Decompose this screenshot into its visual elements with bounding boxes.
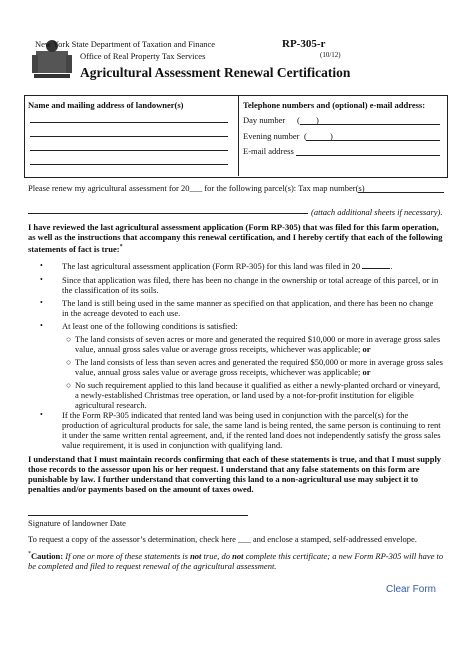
rented-land-statement: If the Form RP-305 indicated that rented land was being used in conjunction with the parcel(s) for the production of agricultural products for sale, the same land is being rented, the same person is continuing to rent it under the same written rental agreement, and, if the rented land does not independently satisfy the gross sales value requirement, it is used in conjunction with qualifying land. xyxy=(62,410,441,450)
understand-paragraph: I understand that I must maintain records confirming that each of these statements is true, and that I must supply those records to the assessor upon his or her request. I understand that any false statements on this form are punishable by law. I further understand that converting this land to a non-agricultural use may subject it to penalties and/or payments based on the amount of taxes owed. xyxy=(28,454,442,494)
day-paren-close: ) xyxy=(316,115,319,125)
filed-year-field[interactable] xyxy=(362,268,390,269)
caution-part-2: true, do xyxy=(201,550,233,561)
statement-2: Since that application was filed, there has been no change in the ownership or total acreage of this parcel, or in the classification of its soils. xyxy=(62,275,439,295)
office-name: Office of Real Property Tax Services xyxy=(80,51,206,61)
name-line-2[interactable] xyxy=(30,136,228,137)
day-number-label: Day number xyxy=(243,115,286,125)
day-number-field[interactable] xyxy=(300,124,440,125)
bullet-5: • xyxy=(40,410,43,419)
condition-2 xyxy=(75,357,445,377)
statement-1-text: The last agricultural assessment application (Form RP-305) for this land was filed in 20 xyxy=(62,261,361,271)
address-line-2[interactable] xyxy=(30,164,228,165)
caution-not-2: not xyxy=(232,550,244,561)
condition-2-radio[interactable]: ○ xyxy=(66,357,72,367)
form-revision: (10/12) xyxy=(320,51,341,59)
caution-not-1: not xyxy=(190,550,202,561)
renew-line-text: Please renew my agricultural assessment for 20___ for the following parcel(s): Tax map number(s) xyxy=(28,183,365,193)
statement-3: The land is still being used in the same manner as specified on that application, and there has been no change in the acreage devoted to each use. xyxy=(62,298,434,318)
condition-1-radio[interactable]: ○ xyxy=(66,334,72,344)
name-line-1[interactable] xyxy=(30,122,228,123)
certify-mark: * xyxy=(119,244,123,250)
bullet-2: • xyxy=(40,275,43,284)
statement-1: The last agricultural assessment application (Form RP-305) for this land was filed in 20 . xyxy=(62,261,393,271)
certify-text: I have reviewed the last agricultural assessment application (Form RP-305) that was filed for this farm operation, as well as the instructions that accompany this renewal certification, and I hereby certify that each of the following statements of fact is true: xyxy=(28,222,443,254)
box-divider xyxy=(238,96,239,176)
agency-name: New York State Department of Taxation and Finance xyxy=(35,39,216,49)
bullet-3: • xyxy=(40,298,43,307)
condition-1-text: The land consists of seven acres or more and generated the required $10,000 or more in average gross sales value, annual gross sales value or average gross receipts, whichever was applicable; xyxy=(75,334,441,354)
name-address-label: Name and mailing address of landowner(s) xyxy=(28,100,184,110)
tax-map-field-2[interactable] xyxy=(28,213,308,214)
bullet-4: • xyxy=(40,321,43,330)
clear-form-button[interactable]: Clear Form xyxy=(386,584,437,595)
caution-mark: * xyxy=(28,551,31,557)
condition-2-text: The land consists of less than seven acres and generated the required $50,000 or more in average gross sales value, annual gross sales value or average gross receipts, whichever was applicable; xyxy=(75,357,443,377)
evening-paren-open: ( xyxy=(304,131,307,141)
request-copy-text: To request a copy of the assessor’s determination, check here ___ and enclose a stamped, self-addressed envelope. xyxy=(28,534,417,544)
caution-part-3: complete this certificate; a new Form RP-305 will have to be completed and filed to request renewal of the agricultural assessment. xyxy=(28,550,444,571)
signature-label: Signature of landowner Date xyxy=(28,518,126,528)
condition-3: No such requirement applied to this land because it qualified as either a newly-planted orchard or vineyard, a newly-established Christmas tree operation, or land used by a not-for-profit institution for eligible agricultural research. xyxy=(75,380,441,410)
condition-2-or: or xyxy=(362,367,371,377)
condition-3-radio[interactable]: ○ xyxy=(66,380,72,390)
tax-map-field-1[interactable] xyxy=(358,192,444,193)
condition-1 xyxy=(75,334,445,354)
form-title: Agricultural Assessment Renewal Certification xyxy=(80,65,351,80)
condition-1-or: or xyxy=(362,344,371,354)
form-number: RP-305-r xyxy=(282,38,326,50)
caution-label: Caution: xyxy=(31,550,64,561)
statement-4: At least one of the following conditions is satisfied: xyxy=(62,321,238,331)
bullet-1: • xyxy=(40,261,43,270)
attach-note: (attach additional sheets if necessary). xyxy=(311,207,443,217)
caution-note xyxy=(28,549,448,571)
address-line-1[interactable] xyxy=(30,150,228,151)
signature-field[interactable] xyxy=(28,515,248,516)
evening-number-label: Evening number xyxy=(243,131,300,141)
caution-part-1: If one or more of these statements is xyxy=(63,550,191,561)
phone-email-label: Telephone numbers and (optional) e-mail address: xyxy=(243,100,426,110)
email-label: E-mail address xyxy=(243,146,294,156)
email-field[interactable] xyxy=(296,155,440,156)
day-paren-open: ( xyxy=(297,115,300,125)
evening-paren-close: ) xyxy=(330,131,333,141)
certify-paragraph xyxy=(28,222,448,254)
evening-number-field[interactable] xyxy=(306,140,440,141)
